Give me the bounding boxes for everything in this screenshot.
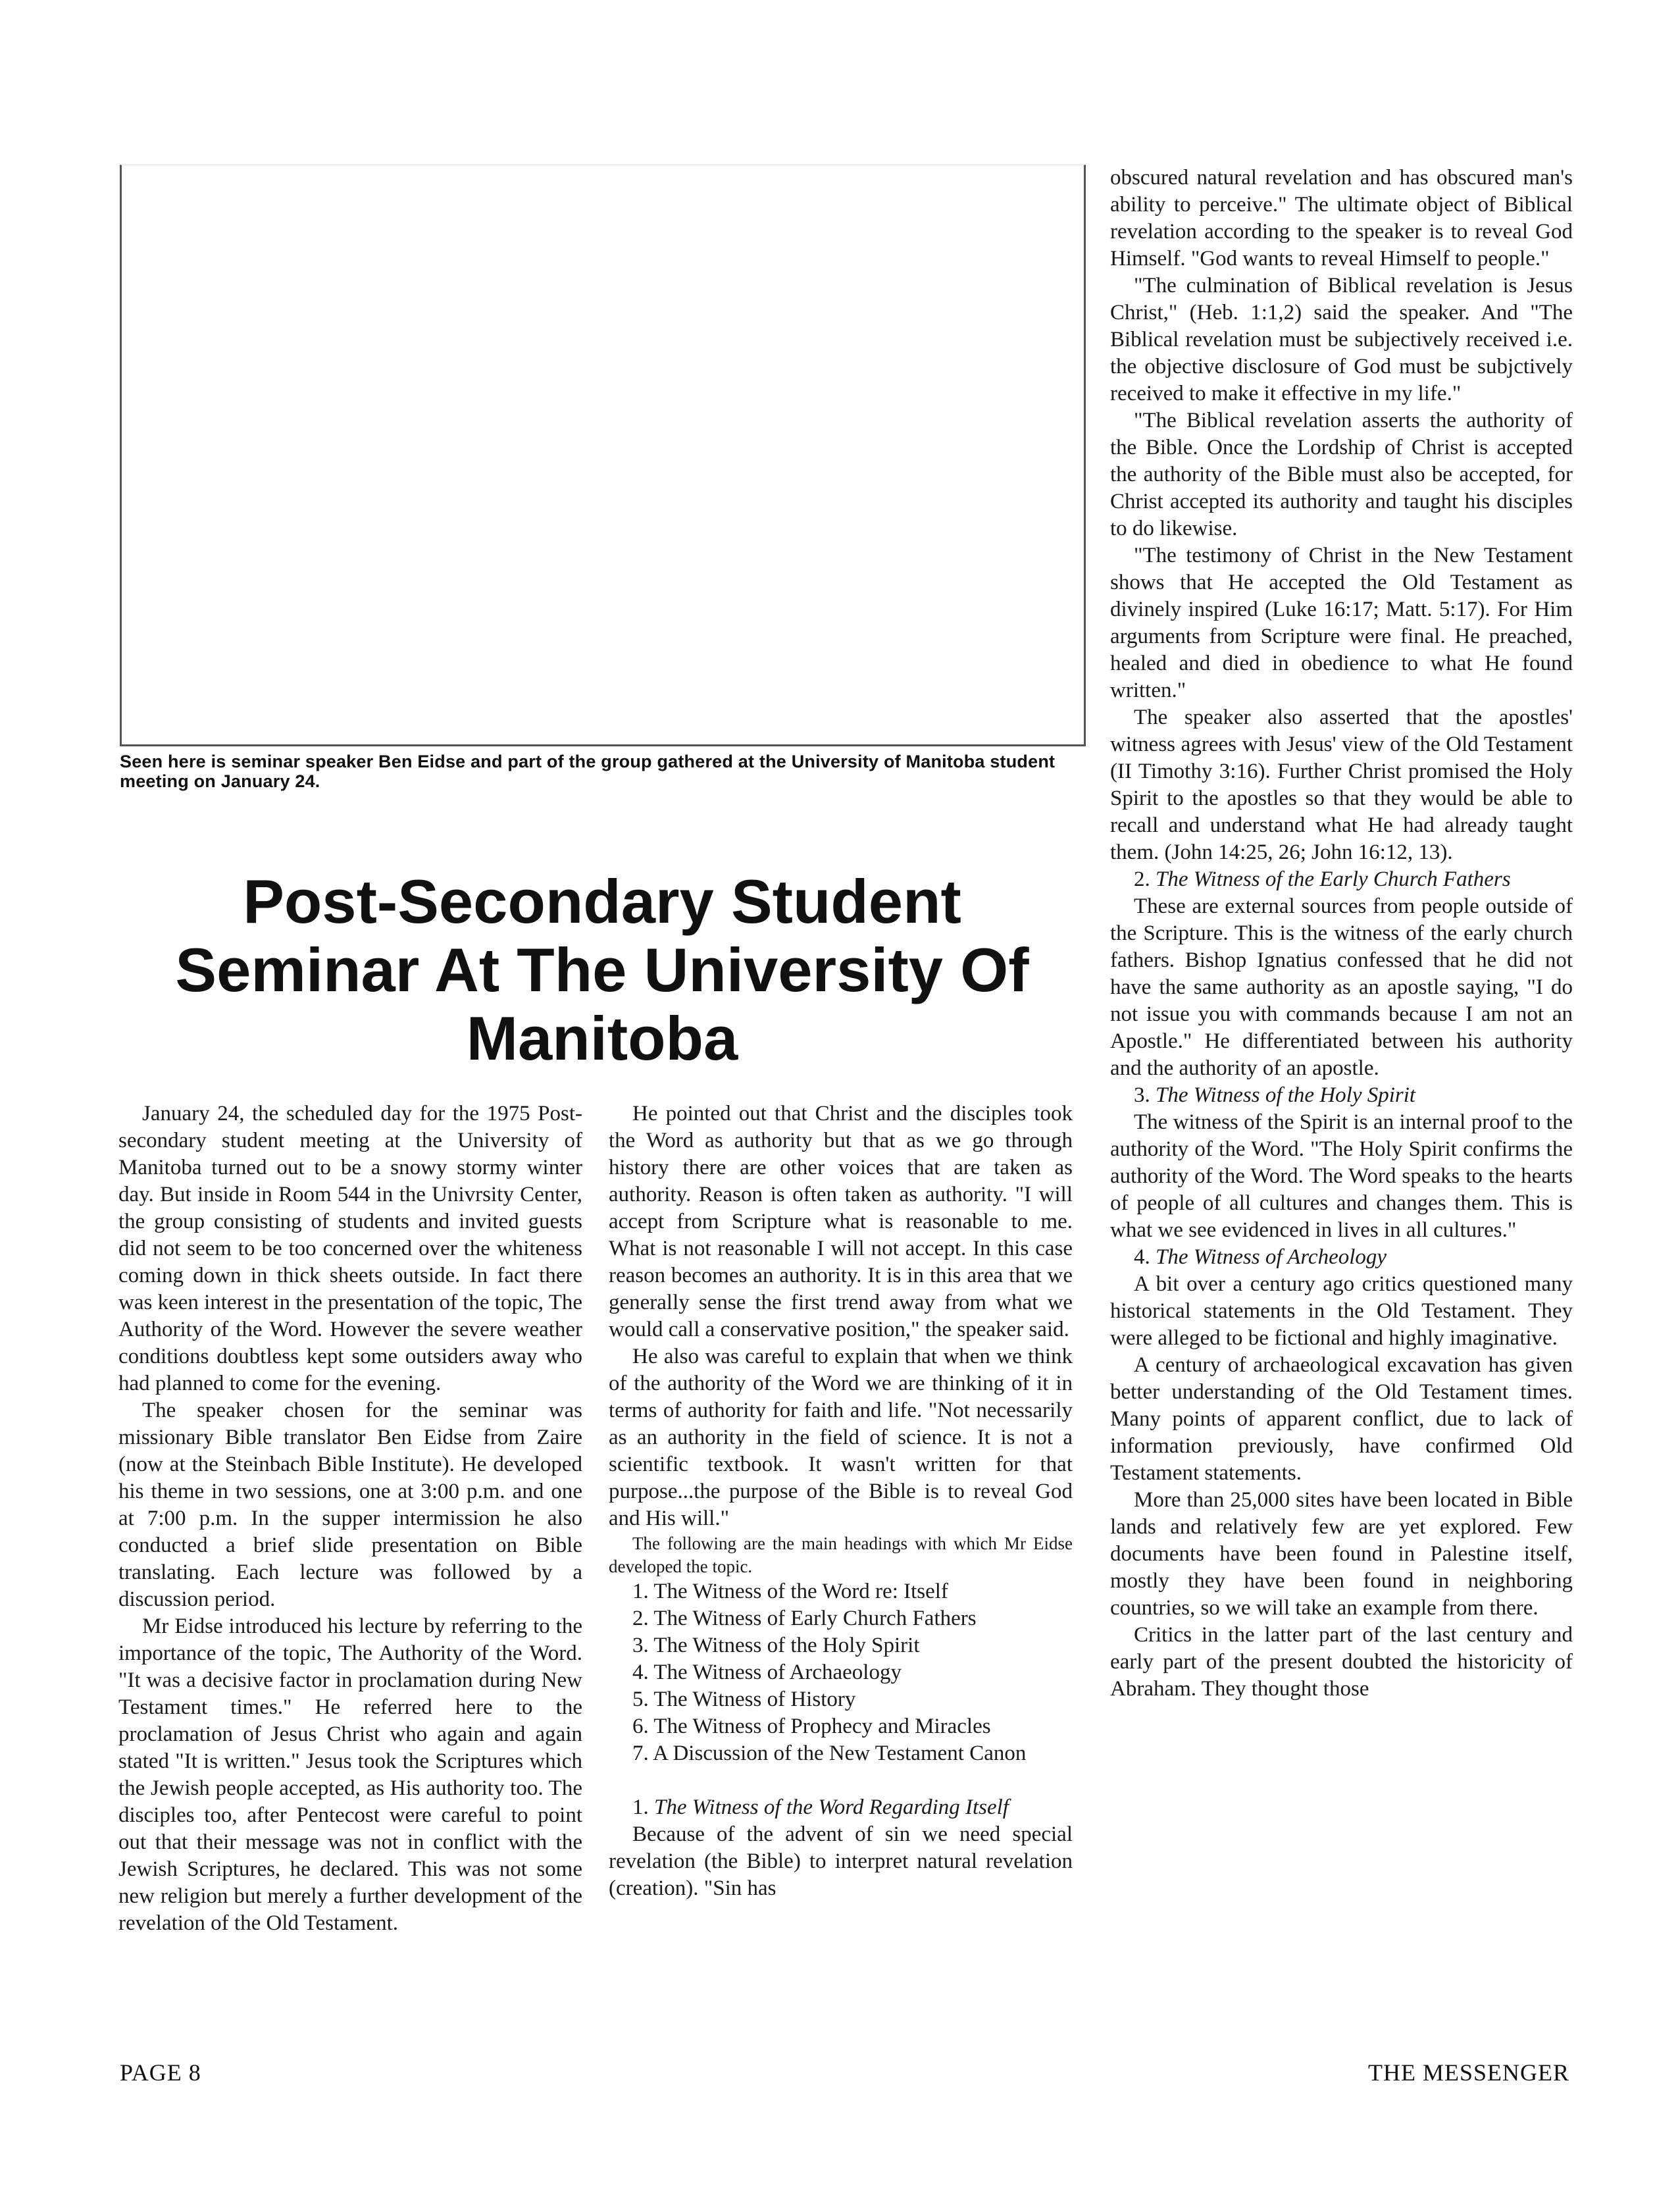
- photo-caption: Seen here is seminar speaker Ben Eidse and part of the group gathered at the University of Manitoba student meeting on January 24.: [120, 752, 1056, 791]
- list-item: 7. A Discussion of the New Testament Canon: [632, 1742, 1027, 1765]
- paragraph: The speaker chosen for the seminar was missionary Bible translator Ben Eidse from Zaire (now at the Steinbach Bible Institute). He developed his theme in two sessions, one at 3:00 p.m. and one at 7:00 p.m. In the supper intermission he also conducted a brief slide presentation on Bible translating. Each lecture was followed by a discussion period.: [118, 1399, 582, 1611]
- paragraph: More than 25,000 sites have been located in Bible lands and relatively few are yet explored. Few documents have been found in Palestine itself, mostly they have been found in neighboring countries, so we will take an example from there.: [1110, 1488, 1573, 1620]
- paragraph: January 24, the scheduled day for the 1975 Post-secondary student meeting at the University of Manitoba turned out to be a snowy stormy winter day. But inside in Room 544 in the Univrsity Center, the group consisting of students and invited guests did not seem to be too concerned over the whiteness coming down in thick sheets outside. In fact there was keen interest in the presentation of the topic, The Authority of the Word. However the severe weather conditions doubtless kept some outsiders away who had planned to come for the evening.: [118, 1102, 583, 1395]
- paragraph: "The testimony of Christ in the New Testament shows that He accepted the Old Testament as divinely inspired (Luke 16:17; Matt. 5:17). For Him arguments from Scripture were final. He preached, healed and died in obedience to what He found written.": [1110, 544, 1573, 702]
- subheading-number: 4.: [1134, 1245, 1150, 1269]
- page-number: PAGE 8: [120, 2059, 201, 2086]
- article-headline: [112, 867, 1092, 1073]
- paragraph: A century of archaeological excavation has given better understanding of the Old Testament times. Many points of apparent conflict, due to lack of information previously, have confirmed Old Testament statements.: [1110, 1353, 1573, 1485]
- photo-placeholder: [120, 165, 1086, 746]
- headline-line: Post-Secondary Student: [243, 867, 961, 936]
- article-column-2: [609, 1100, 1073, 1902]
- paragraph: obscured natural revelation and has obscured man's ability to perceive." The ultimate object of Biblical revelation according to the speaker is to reveal God Himself. "God wants to reveal Himself to people.": [1110, 166, 1573, 271]
- paragraph: A bit over a century ago critics questioned many historical statements in the Old Testament. They were alleged to be fictional and highly imaginative.: [1110, 1272, 1573, 1350]
- article-column-1: [118, 1100, 582, 1937]
- subheading: [1110, 1082, 1573, 1109]
- subheading: [609, 1794, 1073, 1821]
- headline-line: Manitoba: [466, 1004, 738, 1073]
- paragraph: "The culmination of Biblical revelation is Jesus Christ," (Heb. 1:1,2) said the speaker. And "The Biblical revelation must be subjectively received i.e. the objective disclosure of God must be subjctively received to make it effective in my life.": [1110, 274, 1573, 405]
- paragraph: Mr Eidse introduced his lecture by referring to the importance of the topic, The Authority of the Word. "It was a decisive factor in proclamation during New Testament times." He referred here to the proclamation of Jesus Christ who again and again stated "It is written." Jesus took the Scriptures which the Jewish people accepted, as His authority too. The disciples too, after Pentecost were careful to point out that their message was not in conflict with the Jewish Scriptures, he declared. This was not some new religion but merely a further development of the revelation of the Old Testament.: [118, 1614, 582, 1935]
- subheading-text: The Witness of Archeology: [1156, 1245, 1387, 1269]
- paragraph: He also was careful to explain that when we think of the authority of the Word we are thinking of it in terms of authority for faith and life. "Not necessarily as an authority in the field of science. It is not a scientific textbook. It wasn't written for that purpose...the purpose of the Bible is to reveal God and His will.": [609, 1345, 1073, 1530]
- subheading: [1110, 1244, 1573, 1271]
- subheading: [1110, 866, 1573, 893]
- list-item: 5. The Witness of History: [632, 1688, 856, 1711]
- subheading-number: 3.: [1134, 1083, 1150, 1107]
- subheading-text: The Witness of the Holy Spirit: [1156, 1083, 1416, 1107]
- subheading-number: 1.: [632, 1795, 649, 1819]
- paragraph: Critics in the latter part of the last century and early part of the present doubted the historicity of Abraham. They thought those: [1110, 1623, 1573, 1701]
- headline-line: Seminar At The University Of: [175, 935, 1029, 1004]
- subheading-text: The Witness of the Word Regarding Itself: [654, 1795, 1009, 1819]
- article-column-3: [1110, 165, 1573, 1703]
- list-item: 2. The Witness of Early Church Fathers: [632, 1607, 977, 1630]
- headings-list: [609, 1578, 1073, 1767]
- headings-intro: The following are the main headings with which Mr Eidse developed the topic.: [609, 1534, 1073, 1576]
- subheading-text: The Witness of the Early Church Fathers: [1156, 867, 1511, 891]
- list-item: 1. The Witness of the Word re: Itself: [632, 1580, 948, 1603]
- list-item: 3. The Witness of the Holy Spirit: [632, 1634, 920, 1657]
- publication-name: THE MESSENGER: [1367, 2059, 1569, 2086]
- subheading-number: 2.: [1134, 867, 1150, 891]
- paragraph: These are external sources from people outside of the Scripture. This is the witness of the early church fathers. Bishop Ignatius confessed that he did not have the same authority as an apostle saying, "I do not issue you with commands because I am not an Apostle." He differentiated between his authority and the authority of an apostle.: [1110, 894, 1573, 1080]
- paragraph: The witness of the Spirit is an internal proof to the authority of the Word. "The Holy Spirit confirms the authority of the Word. The Word speaks to the hearts of people of all cultures and changes them. This is what we see evidenced in lives in all cultures.": [1110, 1110, 1573, 1242]
- paragraph: Because of the advent of sin we need special revelation (the Bible) to interpret natural revelation (creation). "Sin has: [609, 1822, 1073, 1900]
- list-item: 6. The Witness of Prophecy and Miracles: [632, 1715, 991, 1738]
- paragraph: The speaker also asserted that the apostles' witness agrees with Jesus' view of the Old Testament (II Timothy 3:16). Further Christ promised the Holy Spirit to the apostles so that they would be able to recall and understand what He had already taught them. (John 14:25, 26; John 16:12, 13).: [1110, 706, 1573, 864]
- list-item: 4. The Witness of Archaeology: [632, 1661, 902, 1684]
- paragraph: He pointed out that Christ and the disciples took the Word as authority but that as we go through history there are other voices that are taken as authority. Reason is often taken as authority. "I will accept from Scripture what is reasonable to me. What is not reasonable I will not accept. In this case reason becomes an authority. It is in this area that we generally sense the first trend away from what we would call a conservative position," the speaker said.: [609, 1102, 1073, 1341]
- paragraph: "The Biblical revelation asserts the authority of the Bible. Once the Lordship of Christ is accepted the authority of the Bible must also be accepted, for Christ accepted its authority and taught his disciples to do likewise.: [1110, 409, 1573, 540]
